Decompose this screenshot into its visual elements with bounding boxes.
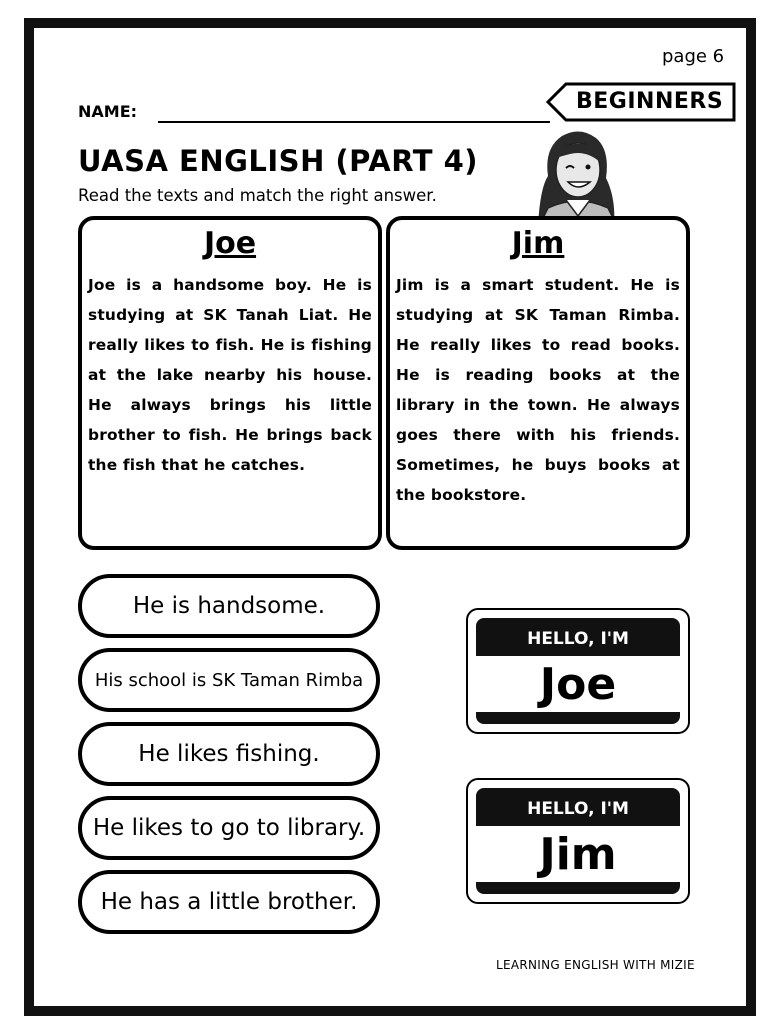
- name-tag-header: HELLO, I'M: [476, 788, 680, 826]
- name-tag-joe[interactable]: [466, 608, 690, 734]
- passage-card-joe: [78, 216, 382, 550]
- level-label: BEGINNERS: [576, 89, 724, 114]
- passage-card-jim: [386, 216, 690, 550]
- passage-text: Jim is a smart student. He is studying at SK Taman Rimba. He really likes to read books. He is reading books at the library in the town. He always goes there with his friends. Sometimes, he buys books at the bookstore.: [396, 276, 680, 504]
- statement-option[interactable]: He is handsome.: [78, 574, 380, 638]
- level-tag: [546, 82, 736, 122]
- statement-option[interactable]: He has a little brother.: [78, 870, 380, 934]
- name-tag-footer-bar: [476, 712, 680, 724]
- worksheet-frame: [24, 18, 756, 1016]
- passage-title: Joe: [203, 226, 257, 261]
- statement-option[interactable]: His school is SK Taman Rimba: [78, 648, 380, 712]
- statement-option[interactable]: He likes to go to library.: [78, 796, 380, 860]
- statement-option[interactable]: He likes fishing.: [78, 722, 380, 786]
- page-number: page 6: [662, 46, 725, 67]
- name-label: NAME:: [78, 102, 138, 121]
- name-tag-footer-bar: [476, 882, 680, 894]
- footer-credit: LEARNING ENGLISH WITH MIZIE: [496, 958, 695, 972]
- name-tag-name: Jim: [539, 829, 617, 880]
- passage-text: Joe is a handsome boy. He is studying at SK Tanah Liat. He really likes to fish. He is fishing at the lake nearby his house. He always brings his little brother to fish. He brings back the fish that he catches.: [88, 276, 372, 474]
- instruction-text: Read the texts and match the right answer.: [78, 186, 437, 205]
- name-input-line[interactable]: [158, 121, 550, 123]
- name-tag-jim[interactable]: [466, 778, 690, 904]
- page-title: UASA ENGLISH (PART 4): [78, 144, 479, 178]
- passage-title: Jim: [511, 226, 565, 261]
- name-tag-name: Joe: [539, 659, 617, 710]
- name-tag-header: HELLO, I'M: [476, 618, 680, 656]
